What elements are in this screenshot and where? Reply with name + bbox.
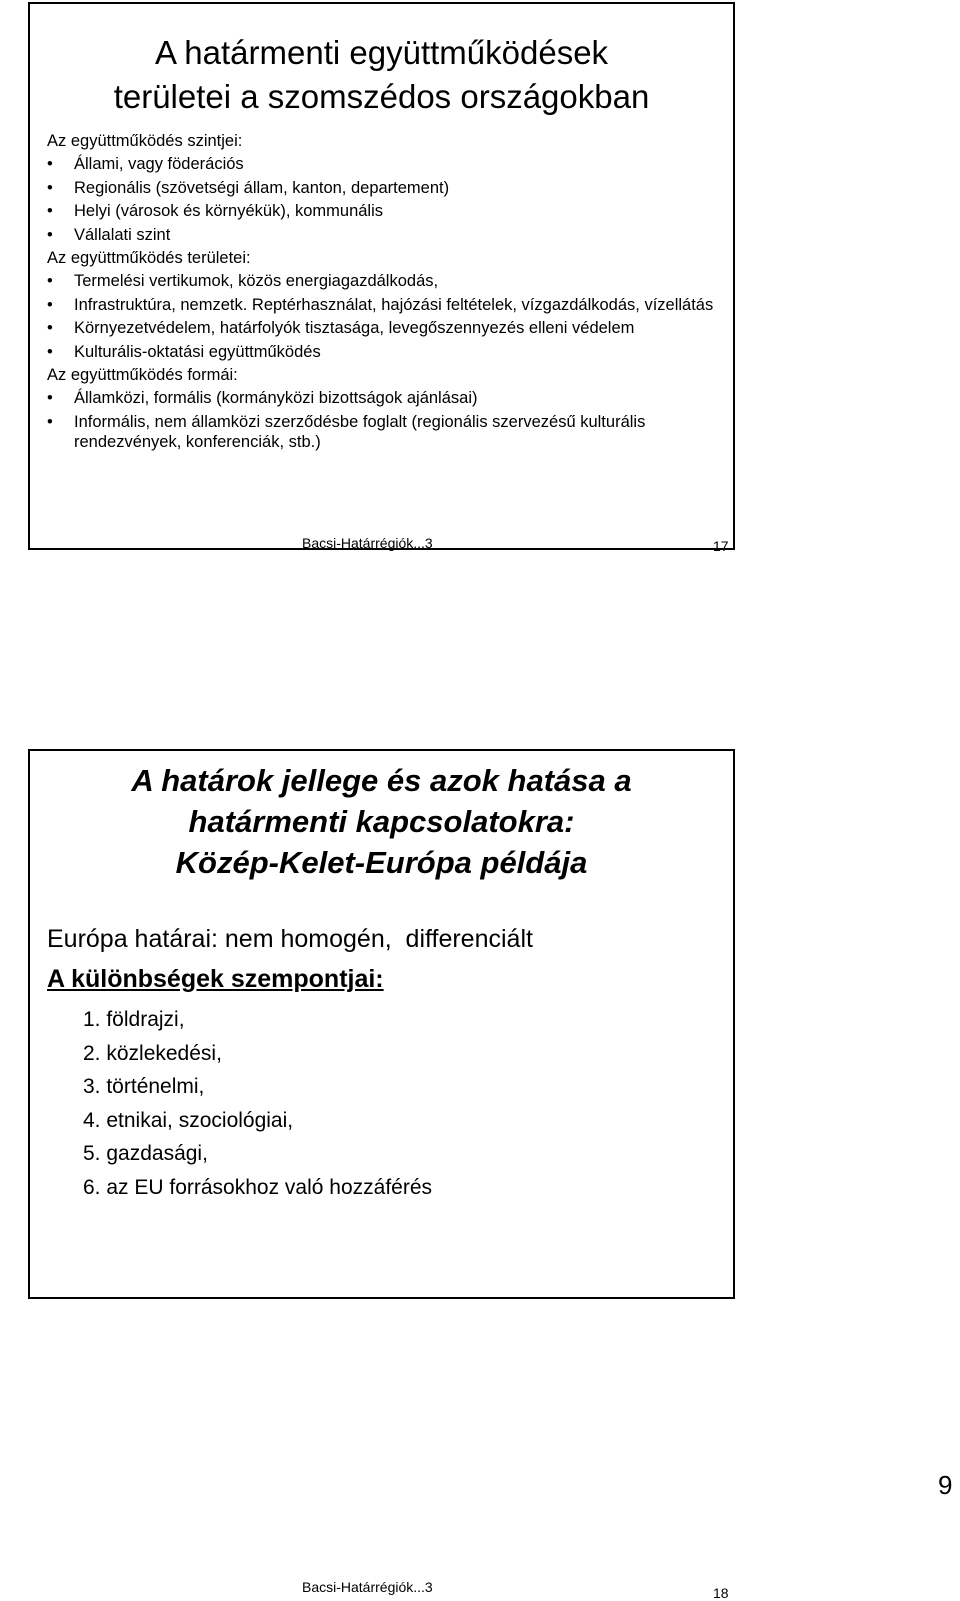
bullet-item: • Környezetvédelem, határfolyók tisztasága, levegőszennyezés elleni védelem [47, 318, 727, 338]
bullet-item: • Regionális (szövetségi állam, kanton, departement) [47, 178, 727, 198]
subheading: A különbségek szempontjai: [47, 965, 384, 993]
list-item: 1. földrajzi, [83, 1008, 185, 1031]
bullet-item: • Termelési vertikumok, közös energiagazdálkodás, [47, 271, 727, 291]
title-line-2: határmenti kapcsolatokra: [188, 804, 575, 839]
title-line-1: A határok jellege és azok hatása a [131, 763, 632, 798]
intro-line: Európa határai: nem homogén, differenciált [47, 925, 533, 953]
bullet-item: • Kulturális-oktatási együttműködés [47, 342, 727, 362]
slide-17 [28, 2, 735, 554]
slide-18 [28, 749, 735, 1601]
slide-number: 18 [713, 1585, 729, 1601]
slide-title [30, 31, 733, 119]
bullet-item: • Helyi (városok és környékük), kommunális [47, 201, 727, 221]
list-item: 3. történelmi, [83, 1075, 205, 1098]
title-line-3: Közép-Kelet-Európa példája [175, 845, 588, 880]
bullet-item: • Vállalati szint [47, 225, 727, 245]
slide-title [30, 760, 733, 883]
bullet-item: • Államközi, formális (kormányközi bizottságok ajánlásai) [47, 388, 727, 408]
section-heading: Az együttműködés szintjei: [47, 132, 243, 150]
title-line-1: A határmenti együttműködések [154, 34, 609, 71]
slide-footer: Bacsi-Határrégiók...3 [302, 535, 433, 551]
slide-body [47, 131, 727, 455]
bullet-item: • Informális, nem államközi szerződésbe foglalt (regionális szervezésű kulturális rendezvények, konferenciák, stb.) [47, 412, 727, 452]
list-item: 5. gazdasági, [83, 1142, 208, 1165]
list-item: 2. közlekedési, [83, 1041, 222, 1065]
slide-footer: Bacsi-Határrégiók...3 [302, 1579, 433, 1595]
list-item: 4. etnikai, szociológiai, [83, 1108, 294, 1132]
numbered-list [83, 1008, 432, 1209]
bullet-item: • Állami, vagy föderációs [47, 154, 727, 174]
list-item: 6. az EU forrásokhoz való hozzáférés [83, 1175, 433, 1199]
bullet-item: • Infrastruktúra, nemzetk. Reptérhasználat, hajózási feltételek, vízgazdálkodás, vízellátás [47, 295, 727, 315]
slide-number: 17 [713, 538, 729, 554]
section-heading: Az együttműködés területei: [47, 248, 251, 267]
section-heading: Az együttműködés formái: [47, 365, 238, 384]
page-number: 9 [938, 1470, 953, 1500]
title-line-2: területei a szomszédos országokban [113, 78, 650, 115]
